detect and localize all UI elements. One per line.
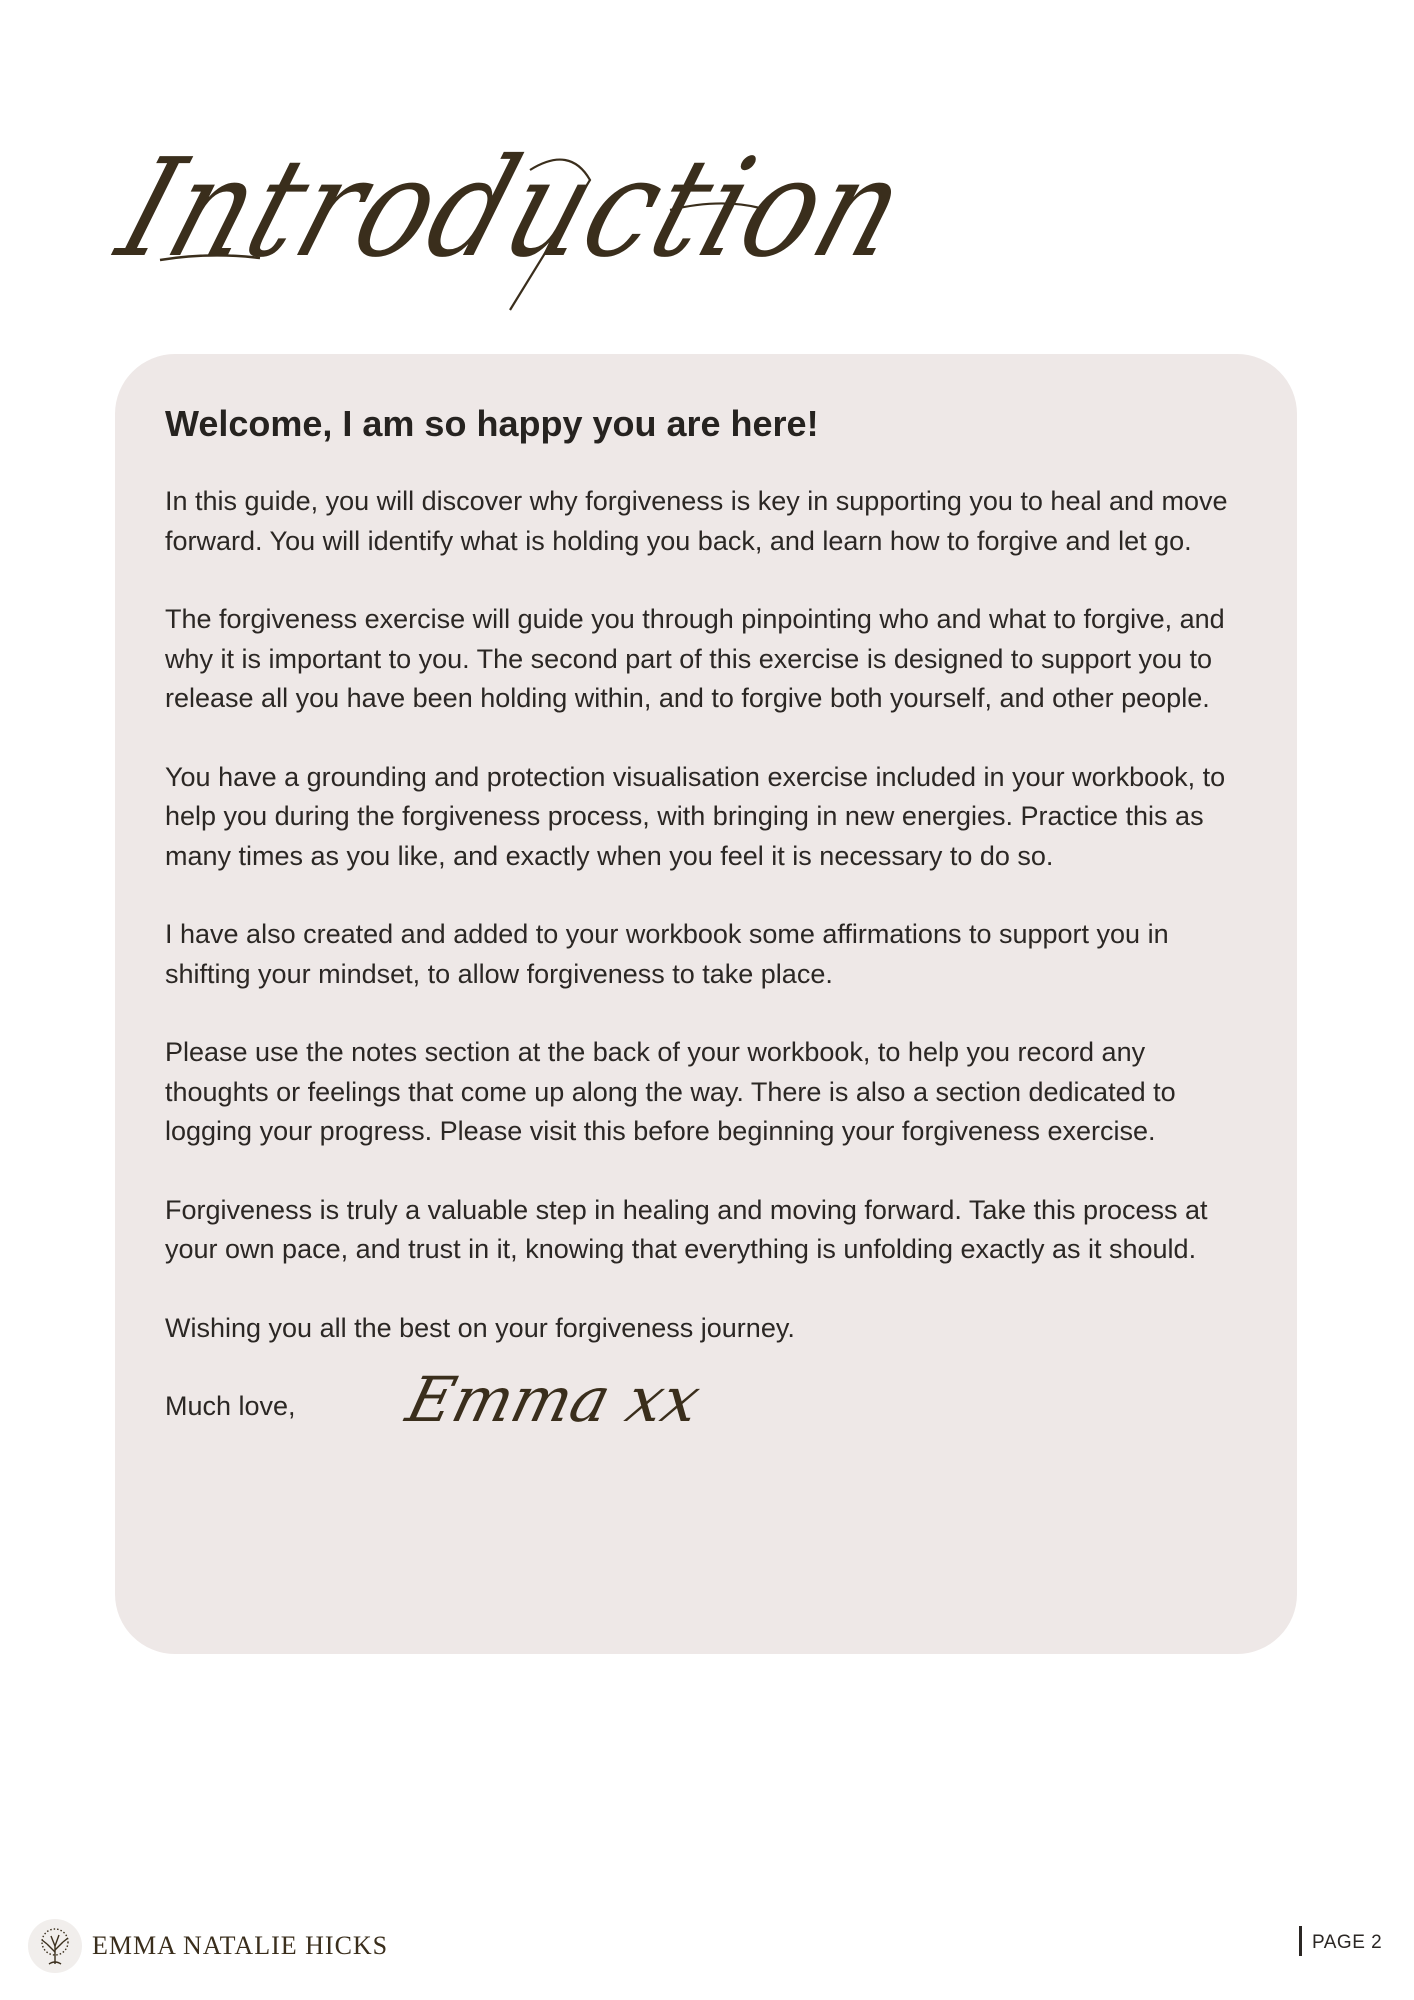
page-title: Introduction	[102, 128, 926, 288]
letter-card	[115, 354, 1297, 1654]
signoff-text: Much love,	[165, 1391, 296, 1421]
letter-paragraph: You have a grounding and protection visualisation exercise included in your workbook, to help you during the forgiveness process, with bringing in new energies. Practice this as many times as you like, and exactly when you feel it is necessary to do so.	[165, 761, 1226, 871]
page-divider	[1299, 1926, 1302, 1956]
footer-brand	[28, 1918, 388, 1974]
letter-body	[165, 402, 1255, 1467]
letter-paragraph: I have also created and added to your workbook some affirmations to support you in shifting your mindset, to allow forgiveness to take place.	[165, 919, 1169, 989]
page-title-block	[102, 128, 926, 320]
letter-paragraph: Please use the notes section at the back of your workbook, to help you record any thoughts or feelings that come up along the way. There is also a section dedicated to logging your progress. Please visit this before beginning your forgiveness exercise.	[165, 1037, 1176, 1146]
letter-paragraph: Wishing you all the best on your forgiveness journey.	[165, 1312, 795, 1343]
letter-paragraph: Forgiveness is truly a valuable step in healing and moving forward. Take this process at your own pace, and trust in it, knowing that everything is unfolding exactly as it should.	[165, 1194, 1208, 1264]
letter-paragraph: The forgiveness exercise will guide you through pinpointing who and what to forgive, and why it is important to you. The second part of this exercise is designed to support you to release all you have been holding within, and to forgive both yourself, and other people.	[165, 604, 1225, 713]
page-number: PAGE 2	[1312, 1932, 1383, 1953]
letter-heading: Welcome, I am so happy you are here!	[165, 403, 819, 444]
brand-name: EMMA NATALIE HICKS	[92, 1931, 389, 1960]
tree-icon	[28, 1919, 82, 1973]
letter-paragraph: In this guide, you will discover why forgiveness is key in supporting you to heal and move forward. You will identify what is holding you back, and learn how to forgive and let go.	[165, 486, 1228, 556]
signoff-row	[165, 1363, 1255, 1467]
signature: Emma xx	[399, 1363, 708, 1436]
